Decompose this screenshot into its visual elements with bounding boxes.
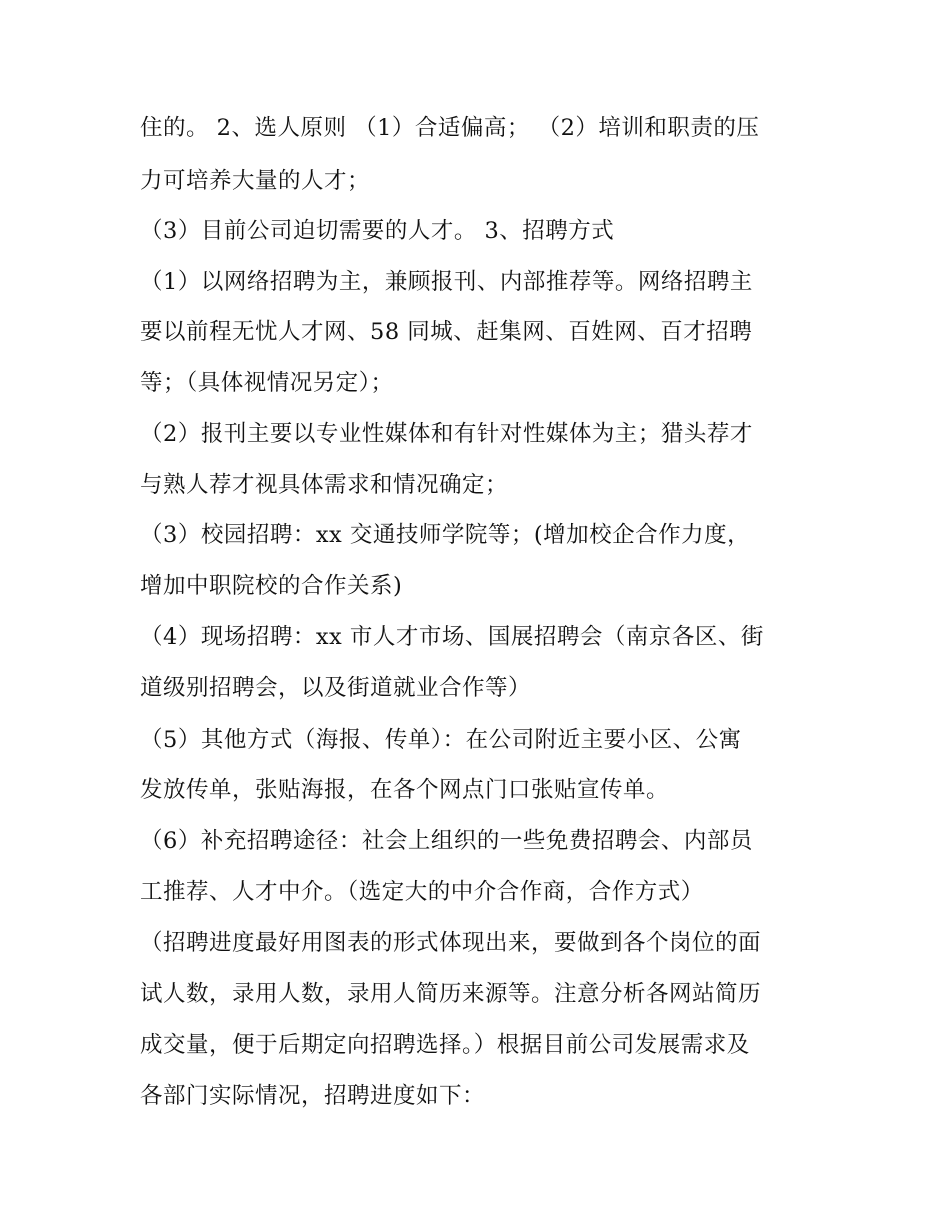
- text-line: 工推荐、人才中介。（选定大的中介合作商，合作方式）: [140, 879, 704, 905]
- text-line: 住的。 2、选人原则 （1）合适偏高； （2）培训和职责的压: [140, 115, 760, 141]
- text-line: （5）其他方式（海报、传单）：在公司附近主要小区、公寓: [140, 727, 742, 753]
- text-line: （3）校园招聘：xx 交通技师学院等；(增加校企合作力度，: [140, 522, 751, 548]
- text-line: 成交量，便于后期定向招聘选择。）根据目前公司发展需求及: [140, 1032, 750, 1058]
- text-line: 力可培养大量的人才；: [140, 168, 371, 194]
- text-line: 要以前程无忧人才网、58 同城、赶集网、百姓网、百才招聘: [140, 319, 753, 345]
- text-line: （招聘进度最好用图表的形式体现出来，要做到各个岗位的面: [140, 930, 762, 956]
- text-line: （3）目前公司迫切需要的人才。 3、招聘方式: [140, 218, 615, 244]
- text-line: （4）现场招聘：xx 市人才市场、国展招聘会（南京各区、街: [140, 624, 764, 650]
- text-line: 等；（具体视情况另定）；: [140, 370, 394, 396]
- text-line: 与熟人荐才视具体需求和情况确定；: [140, 472, 509, 498]
- text-line: 道级别招聘会，以及街道就业合作等）: [140, 675, 532, 701]
- text-line: 发放传单，张贴海报，在各个网点门口张贴宣传单。: [140, 777, 670, 803]
- text-line: 各部门实际情况，招聘进度如下：: [140, 1083, 486, 1109]
- text-line: （2）报刊主要以专业性媒体和有针对性媒体为主；猎头荐才: [140, 421, 753, 447]
- text-line: 试人数，录用人数，录用人简历来源等。注意分析各网站简历: [140, 981, 762, 1007]
- text-line: 增加中职院校的合作关系): [140, 573, 403, 599]
- text-line: （1）以网络招聘为主，兼顾报刊、内部推荐等。网络招聘主: [140, 269, 753, 295]
- text-line: （6）补充招聘途径：社会上组织的一些免费招聘会、内部员: [140, 828, 753, 854]
